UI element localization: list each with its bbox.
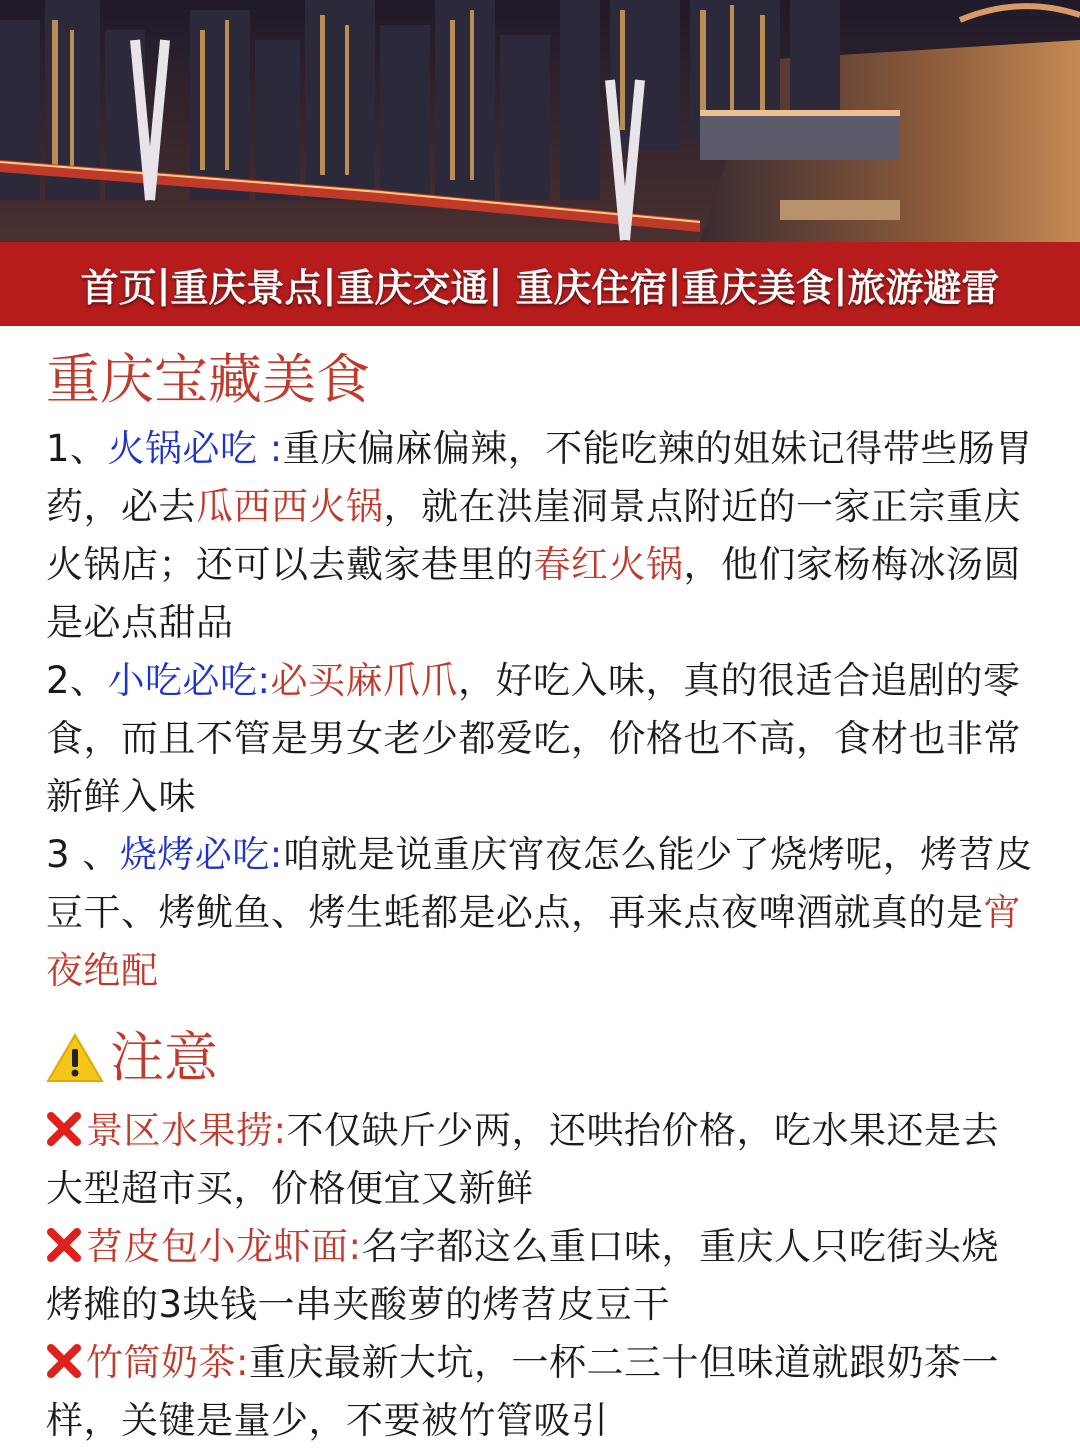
warning-item-noodles [46, 1218, 1036, 1334]
nav-item-lodging[interactable]: 重庆住宿 [502, 265, 668, 310]
item-text: ，好吃入味，真的很适合追剧的零食，而且不管是男女老少都爱吃，价格也不高，食材也非常新鲜入味 [46, 659, 1021, 818]
nav-separator: | [833, 262, 848, 306]
top-navigation-bar [0, 242, 1080, 326]
item-text: 重庆最新大坑，一杯二三十但味道就跟奶茶一样，关键是量少，不要被竹管吸引 [46, 1341, 999, 1442]
item-number: 2、 [46, 659, 108, 702]
food-section-title: 重庆宝藏美食 [46, 348, 370, 411]
warning-item-milk-tea [46, 1334, 1036, 1450]
highlight-text: 春红火锅 [533, 543, 684, 586]
food-item-snacks [46, 652, 1036, 826]
nav-separator: | [322, 262, 337, 306]
item-number: 3 、 [46, 833, 120, 876]
item-text: 不仅缺斤少两，还哄抬价格，吃水果还是去大型超市买，价格便宜又新鲜 [46, 1109, 999, 1210]
item-text: ，就在洪崖洞景点附近的一家正宗重庆火锅店；还可以去戴家巷里的 [46, 485, 1021, 586]
cross-mark-icon [46, 1343, 82, 1379]
item-label: 火锅必吃 : [107, 427, 283, 470]
nav-item-home[interactable]: 首页 [80, 265, 157, 310]
item-text: 名字都这么重口味，重庆人只吃街头烧烤摊的3块钱一串夹酸萝的烤苕皮豆干 [46, 1225, 999, 1326]
warning-title-text: 注意 [110, 1026, 218, 1089]
item-label: 小吃必吃: [107, 659, 271, 702]
item-label: 苕皮包小龙虾面: [86, 1225, 362, 1268]
nav-item-food[interactable]: 重庆美食 [681, 265, 834, 310]
hero-city-photo [0, 0, 1080, 242]
nav-separator: | [667, 262, 682, 306]
cross-mark-icon [46, 1227, 82, 1263]
warning-section-title [46, 1014, 1036, 1102]
highlight-text: 宵夜绝配 [46, 891, 1021, 992]
food-item-hotpot [46, 420, 1036, 652]
city-night-skyline-photo [0, 0, 1080, 242]
item-text: 咱就是说重庆宵夜怎么能少了烧烤呢，烤苕皮豆干、烤鱿鱼、烤生蚝都是必点，再来点夜啤酒就真的是 [46, 833, 1033, 934]
cross-mark-icon [46, 1111, 82, 1147]
item-text: ，他们家杨梅冰汤圆是必点甜品 [46, 543, 1021, 644]
item-label: 景区水果捞: [86, 1109, 287, 1152]
item-text: 重庆偏麻偏辣，不能吃辣的姐妹记得带些肠胃药，必去 [46, 427, 1033, 528]
food-item-bbq [46, 826, 1036, 1000]
item-label: 烧烤必吃: [119, 833, 283, 876]
nav-item-attractions[interactable]: 重庆景点 [170, 265, 323, 310]
nav-separator: | [156, 262, 171, 306]
nav-item-transport[interactable]: 重庆交通 [336, 265, 489, 310]
highlight-text: 瓜西西火锅 [196, 485, 384, 528]
warning-icon [46, 1033, 104, 1083]
item-number: 1、 [46, 427, 108, 470]
nav-separator: | [488, 262, 503, 306]
item-label: 竹筒奶茶: [86, 1341, 249, 1384]
nav-items [81, 257, 1000, 312]
nav-item-pitfalls[interactable]: 旅游避雷 [847, 265, 1000, 310]
warning-item-fruit [46, 1102, 1036, 1218]
highlight-text: 必买麻爪爪 [270, 659, 459, 702]
article-body [46, 340, 1036, 1450]
